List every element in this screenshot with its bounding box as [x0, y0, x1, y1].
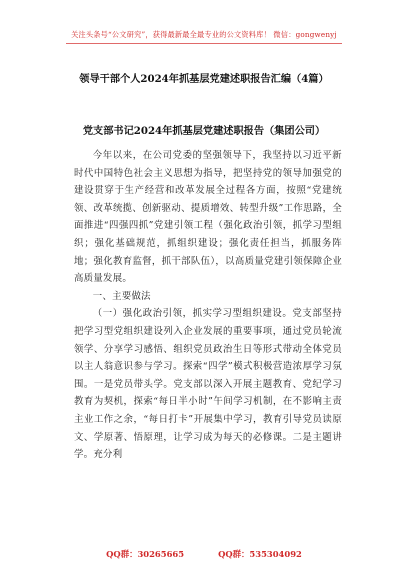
- paragraph-political-guidance: （一）强化政治引领，抓实学习型组织建设。党支部坚持把学习型党组织建设列入企业发展的重要事项，通过党员轮流领学、分享学习感悟、组织党员政治生日等形式带动全体党员以主人翁意识参与学习。探索“四学”模式积极营造浓厚学习氛围。一是党员带头学。党支部以深入开展主题教育、党纪学习教育为契机，探索“每日半小时”午间学习机制，在不影响主责主业工作之余，“每日打卡”开展集中学习，教育引导党员读原文、学原著、悟原理，让学习成为每天的必修课。二是主题讲学。充分利: [74, 308, 342, 461]
- paragraph-intro: 今年以来，在公司党委的坚强领导下，我坚持以习近平新时代中国特色社会主义思想为指导，把坚持党的领导加强党的建设贯穿于生产经营和改革发展全过程各方面，按照“党建统领、改革统揽、创新驱动、提质增效、转型升级”工作思路，全面推进“四强四抓”党建引领工程（强化政治引领，抓学习型组织；强化基础规范，抓组织建设；强化责任担当，抓服务阵地；强化教育监督，抓干部队伍），以高质量党建引领保障企业高质量发展。: [74, 150, 342, 285]
- header-divider: [66, 43, 342, 44]
- body-text: [74, 147, 342, 464]
- header-banner: 关注头条号“公文研究”，获得最新最全最专业的公文资料库！ 微信：gongwenyj: [71, 30, 337, 39]
- footer-qq-group-2: QQ群：535304092: [218, 549, 302, 559]
- section-title: 党支部书记2024年抓基层党建述职报告（集团公司）: [82, 125, 326, 137]
- heading-main-practices: 一、主要做法: [92, 290, 151, 302]
- footer-contacts: [0, 548, 408, 560]
- footer-qq-group-1: QQ群：30265665: [106, 549, 185, 559]
- document-title: 领导干部个人2024年抓基层党建述职报告汇编（4篇）: [79, 73, 329, 85]
